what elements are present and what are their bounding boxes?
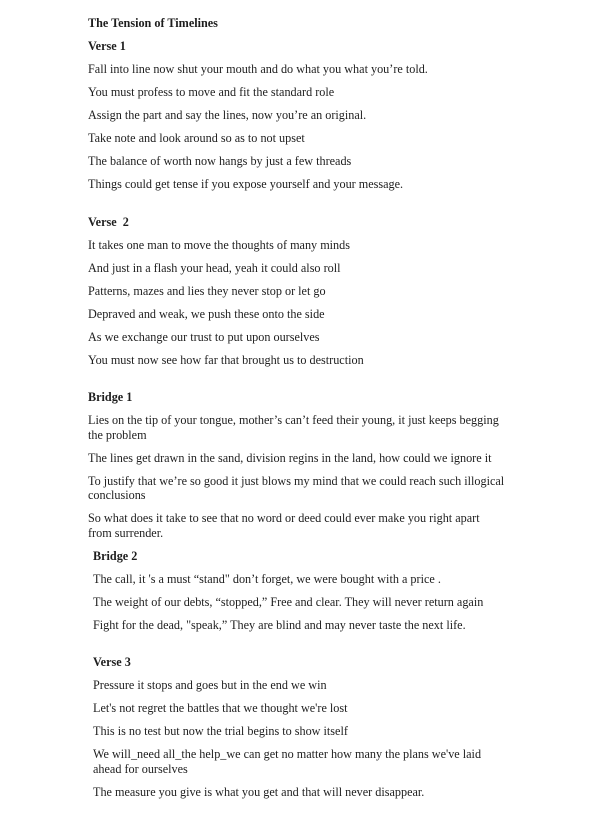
section-heading: Verse 1 bbox=[88, 39, 126, 53]
lyric-line: We will_need all_the help_we can get no matter how many the plans we've laid bbox=[93, 747, 482, 761]
lyric-paragraph bbox=[88, 62, 592, 77]
song-section bbox=[93, 549, 592, 633]
lyric-paragraph bbox=[88, 238, 592, 253]
lyric-paragraph bbox=[93, 595, 592, 610]
lyric-paragraph bbox=[88, 131, 592, 146]
lyric-line: from surrender. bbox=[88, 525, 164, 540]
lyric-line: Depraved and weak, we push these onto the side bbox=[88, 306, 325, 321]
lyric-paragraph bbox=[88, 413, 592, 442]
document-title: The Tension of Timelines bbox=[88, 16, 218, 30]
lyric-line: As we exchange our trust to put upon ourselves bbox=[88, 329, 320, 344]
lyric-paragraph bbox=[88, 307, 592, 322]
lyric-paragraph bbox=[88, 474, 592, 503]
lyric-line: So what does it take to see that no word or deed could ever make you right apart bbox=[88, 511, 480, 525]
lyric-line: Take note and look around so as to not upset bbox=[88, 131, 305, 145]
section-heading: Bridge 1 bbox=[88, 390, 133, 404]
lyric-paragraph bbox=[88, 353, 592, 368]
lyric-paragraph bbox=[88, 284, 592, 299]
lyric-line: And just in a flash your head, yeah it could also roll bbox=[88, 260, 341, 275]
lyric-line: The weight of our debts, “stopped,” Free and clear. They will never return again bbox=[93, 594, 484, 609]
lyric-paragraph bbox=[93, 747, 592, 776]
lyric-paragraph bbox=[93, 724, 592, 739]
lyric-line: conclusions bbox=[88, 488, 146, 502]
section-heading: Verse 2 bbox=[88, 214, 129, 229]
sections bbox=[88, 39, 592, 799]
lyric-line: Things could get tense if you expose yourself and your message. bbox=[88, 177, 404, 191]
lyric-paragraph bbox=[93, 678, 592, 693]
lyric-line: Let's not regret the battles that we thought we're lost bbox=[93, 701, 348, 715]
lyric-paragraph bbox=[88, 511, 592, 540]
lyric-paragraph bbox=[93, 618, 592, 633]
lyric-paragraph bbox=[88, 85, 592, 100]
lyric-paragraph bbox=[93, 785, 592, 800]
song-section bbox=[93, 655, 592, 799]
lyric-line: ahead for ourselves bbox=[93, 761, 188, 776]
lyric-line: To justify that we’re so good it just blows my mind that we could reach such illogical bbox=[88, 473, 505, 488]
lyric-line: Fall into line now shut your mouth and do what you what you’re told. bbox=[88, 62, 428, 76]
lyric-line: You must profess to move and fit the standard role bbox=[88, 85, 335, 99]
lyric-line: The measure you give is what you get and that will never disappear. bbox=[93, 784, 425, 799]
lyric-paragraph bbox=[88, 177, 592, 192]
lyric-line: Patterns, mazes and lies they never stop or let go bbox=[88, 283, 326, 298]
lyric-line: Lies on the tip of your tongue, mother’s can’t feed their young, it just keeps begging bbox=[88, 413, 499, 427]
lyric-line: The balance of worth now hangs by just a few threads bbox=[88, 154, 352, 168]
lyric-line: You must now see how far that brought us to destruction bbox=[88, 352, 364, 367]
lyric-line: The lines get drawn in the sand, division regins in the land, how could we ignore it bbox=[88, 450, 492, 465]
lyric-paragraph bbox=[88, 108, 592, 123]
lyric-paragraph bbox=[88, 330, 592, 345]
section-heading: Verse 3 bbox=[93, 655, 131, 669]
song-section bbox=[88, 215, 592, 368]
lyric-paragraph bbox=[88, 451, 592, 466]
lyric-line: Pressure it stops and goes but in the end we win bbox=[93, 678, 327, 692]
lyric-paragraph bbox=[88, 154, 592, 169]
song-section bbox=[88, 39, 592, 192]
lyric-paragraph bbox=[88, 261, 592, 276]
lyric-line: the problem bbox=[88, 427, 147, 442]
lyric-line: Assign the part and say the lines, now you’re an original. bbox=[88, 108, 367, 122]
lyric-paragraph bbox=[93, 701, 592, 716]
lyric-line: The call, it 's a must “stand" don’t forget, we were bought with a price . bbox=[93, 571, 441, 586]
lyric-line: This is no test but now the trial begins to show itself bbox=[93, 724, 348, 738]
lyric-line: Fight for the dead, "speak,” They are blind and may never taste the next life. bbox=[93, 617, 466, 632]
song-section bbox=[88, 390, 592, 540]
lyric-line: It takes one man to move the thoughts of many minds bbox=[88, 237, 350, 252]
lyric-paragraph bbox=[93, 572, 592, 587]
section-heading: Bridge 2 bbox=[93, 548, 138, 563]
